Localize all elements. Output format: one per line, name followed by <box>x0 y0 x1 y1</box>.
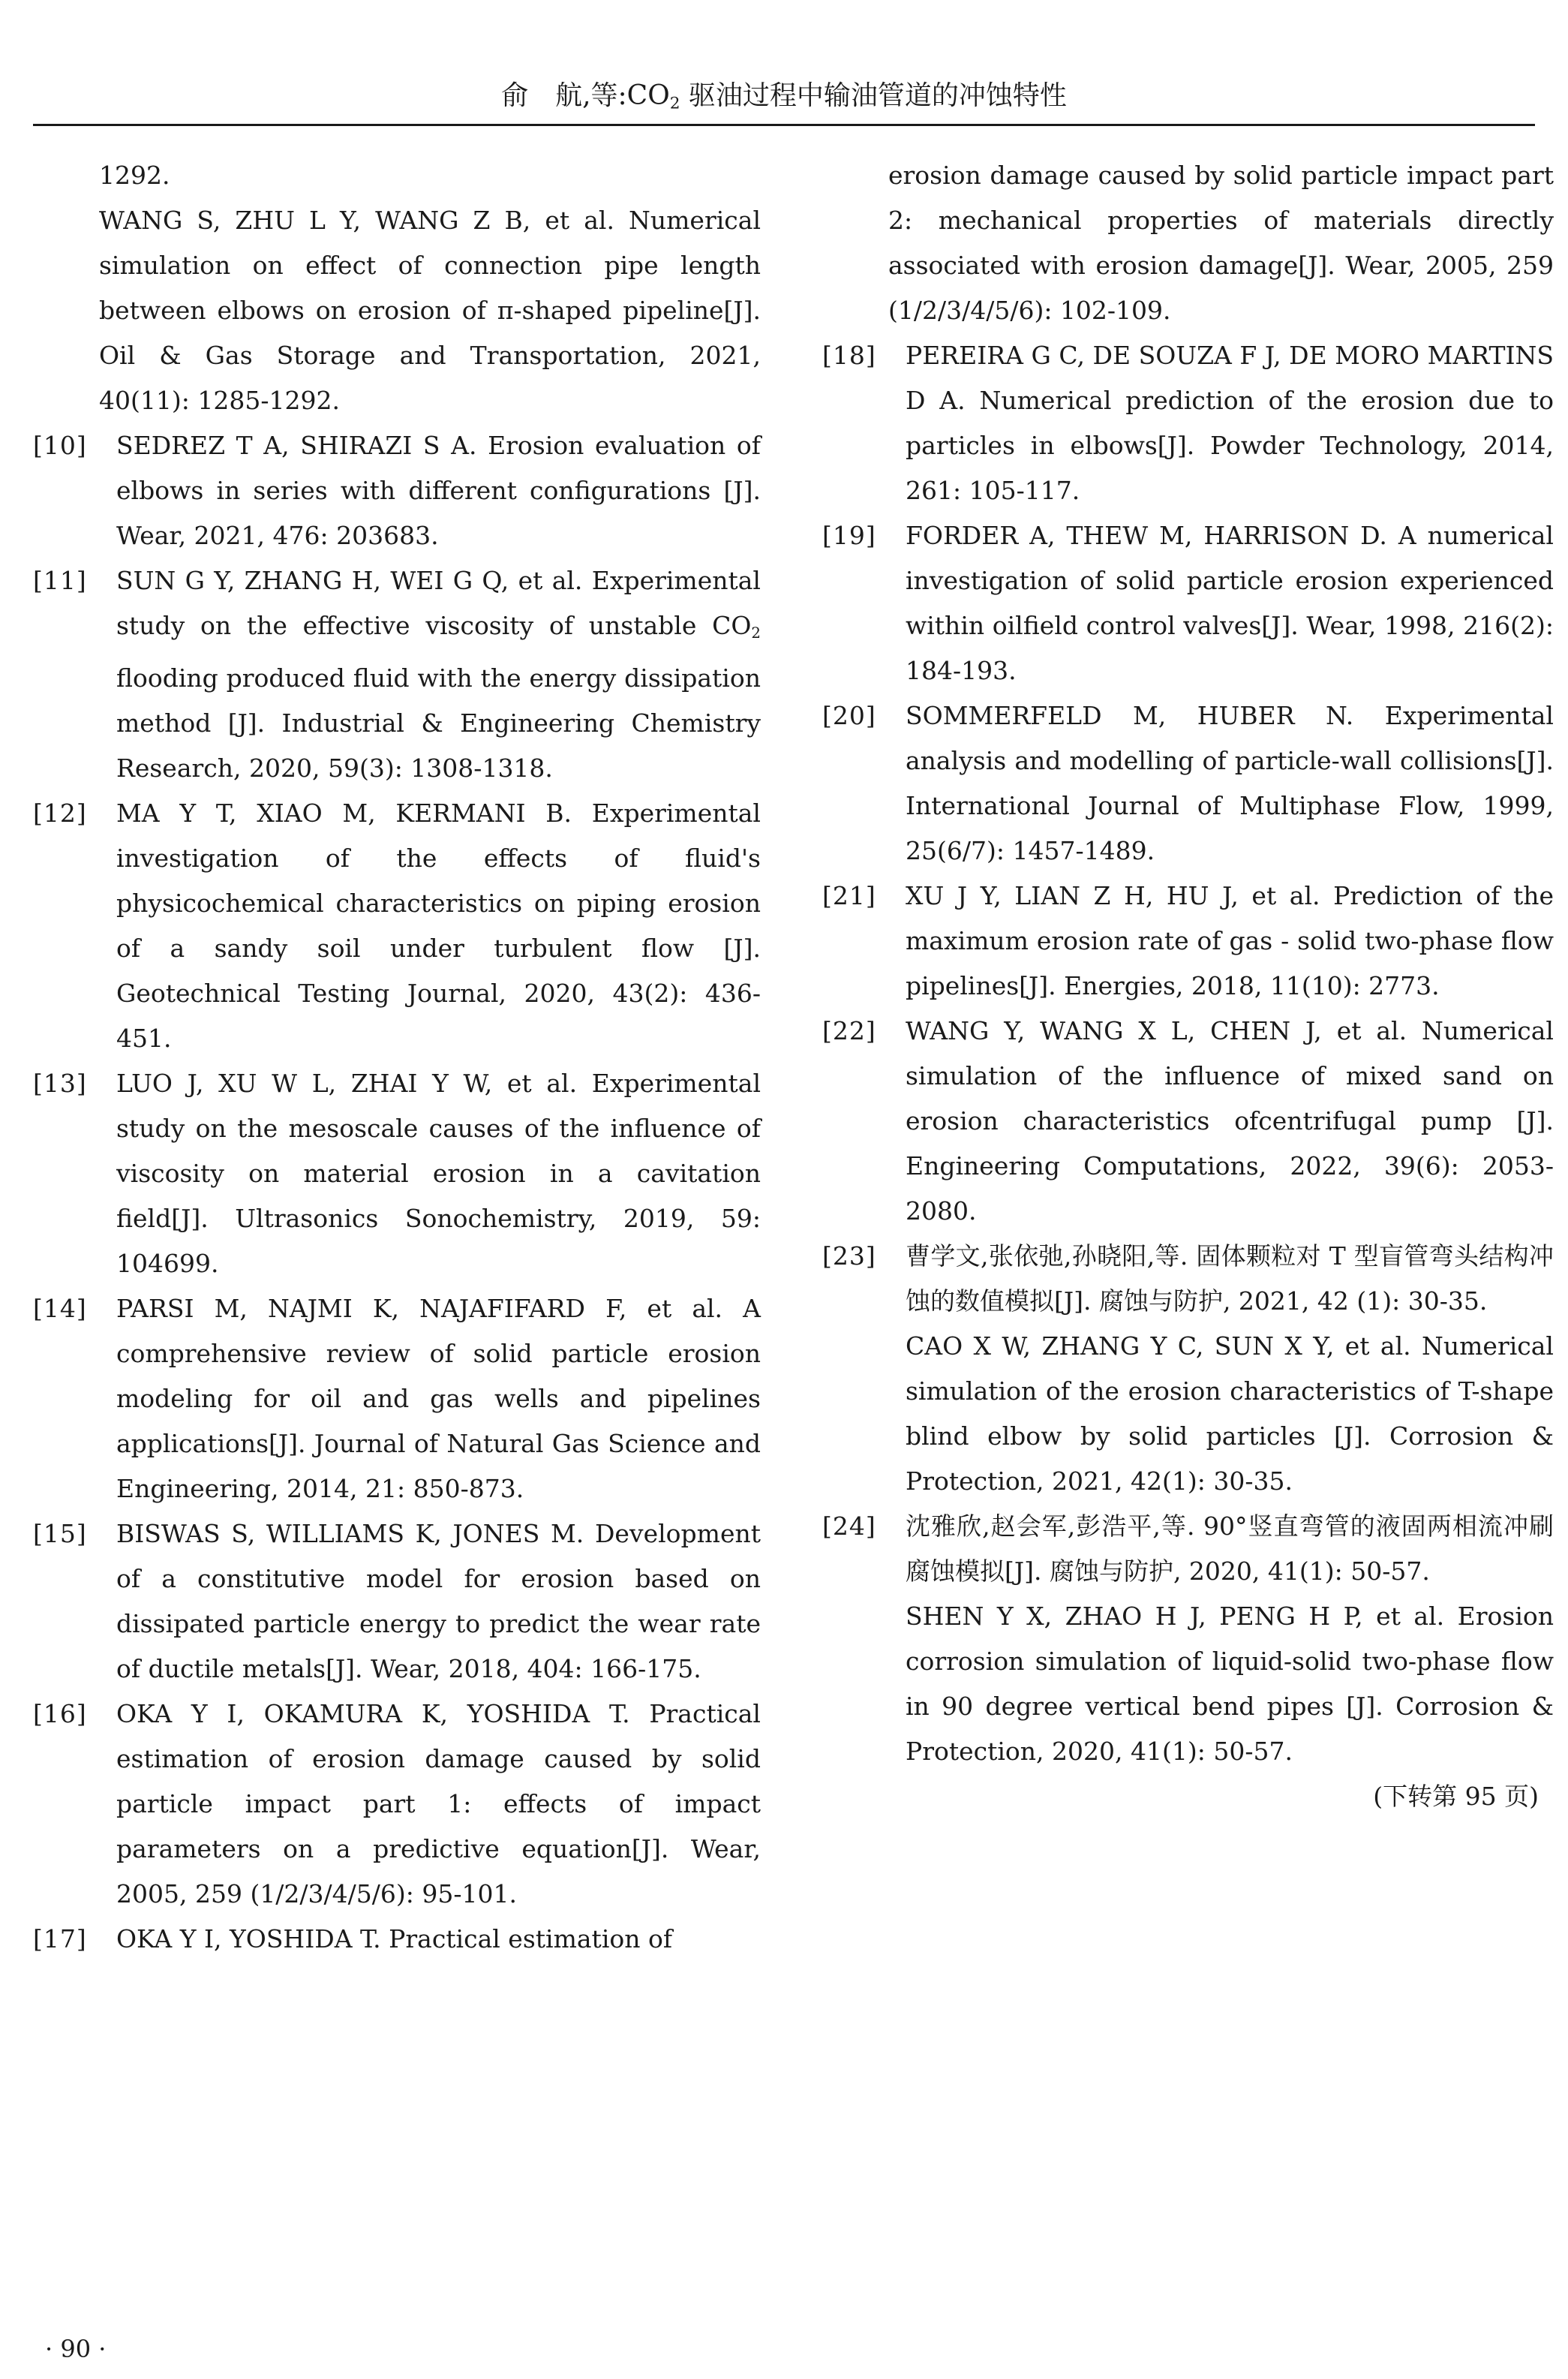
reference-21 <box>822 874 1554 1009</box>
reference-22 <box>822 1009 1554 1234</box>
reference-text: FORDER A, THEW M, HARRISON D. A numerical investigation of solid particle erosion experienced within oilfield control valves[J]. Wear, 1998, 216(2): 184-193. <box>906 521 1554 685</box>
reference-10 <box>33 423 761 558</box>
header-co2-subscript: 2 <box>669 94 680 113</box>
running-header <box>33 75 1535 129</box>
reference-text: 曹学文,张依弛,孙晓阳,等. 固体颗粒对 T 型盲管弯头结构冲蚀的数值模拟[J]. 腐蚀与防护, 2021, 42 (1): 30-35. <box>906 1241 1554 1316</box>
reference-number: [17] <box>33 1923 87 1953</box>
reference-number: [10] <box>33 431 87 460</box>
reference-text: LUO J, XU W L, ZHAI Y W, et al. Experimental study on the mesoscale causes of the influence of viscosity on material erosion in a cavitation field[J]. Ultrasonics Sonochemistry, 2019, 59: 104699. <box>116 1068 761 1278</box>
header-authors: 俞 航,等: <box>501 80 627 111</box>
reference-number: [18] <box>822 341 876 370</box>
reference-text: SOMMERFELD M, HUBER N. Experimental analysis and modelling of particle-wall collisions[J]. International Journal of Multiphase Flow, 1999, 25(6/7): 1457-1489. <box>906 701 1554 865</box>
reference-translation: SHEN Y X, ZHAO H J, PENG H P, et al. Erosion corrosion simulation of liquid-solid two-phase flow in 90 degree vertical bend pipes [J]. Corrosion & Protection, 2020, 41(1): 50-57. <box>906 1602 1554 1766</box>
continued-note: (下转第 95 页) <box>1373 1782 1539 1811</box>
reference-text: PARSI M, NAJMI K, NAJAFIFARD F, et al. A comprehensive review of solid particle erosion modeling for oil and gas wells and pipelines applications[J]. Journal of Natural Gas Science and Engineering, 2014, 21: 850-873. <box>116 1293 761 1503</box>
reference-number: [14] <box>33 1293 87 1323</box>
left-column <box>33 153 761 1962</box>
reference-number: [20] <box>822 701 876 730</box>
reference-18 <box>822 333 1554 513</box>
reference-number: [22] <box>822 1016 876 1045</box>
reference-text: OKA Y I, OKAMURA K, YOSHIDA T. Practical estimation of erosion damage caused by solid particle impact part 1: effects of impact parameters on a predictive equation[J]. Wear, 2005, 259 (1/2/3/4/5/6): 95-101. <box>116 1698 761 1908</box>
reference-number: [11] <box>33 566 87 595</box>
reference-text: XU J Y, LIAN Z H, HU J, et al. Prediction of the maximum erosion rate of gas - solid two-phase flow pipelines[J]. Energies, 2018, 11(10): 2773. <box>906 881 1554 1000</box>
reference-14 <box>33 1286 761 1511</box>
reference-9-continuation-end: 1292. <box>99 161 170 190</box>
reference-12 <box>33 791 761 1061</box>
reference-number: [24] <box>822 1511 876 1541</box>
header-title: 驱油过程中输油管道的冲蚀特性 <box>680 80 1067 111</box>
reference-number: [13] <box>33 1068 87 1098</box>
reference-number: [19] <box>822 521 876 550</box>
reference-11 <box>33 558 761 791</box>
reference-9-translation: WANG S, ZHU L Y, WANG Z B, et al. Numerical simulation on effect of connection pipe length between elbows on erosion of π-shaped pipeline[J]. Oil & Gas Storage and Transportation, 2021, 40(11): 1285-1292. <box>99 206 761 415</box>
reference-17-continuation: erosion damage caused by solid particle impact part 2: mechanical properties of materials directly associated with erosion damage[J]. Wear, 2005, 259 (1/2/3/4/5/6): 102-109. <box>888 161 1554 325</box>
reference-number: [21] <box>822 881 876 910</box>
reference-15 <box>33 1511 761 1692</box>
reference-19 <box>822 513 1554 693</box>
co2-subscript: 2 <box>751 624 761 642</box>
reference-23 <box>822 1234 1554 1504</box>
reference-text: OKA Y I, YOSHIDA T. Practical estimation of <box>116 1923 673 1953</box>
reference-number: [12] <box>33 798 87 828</box>
header-rule <box>33 124 1535 126</box>
reference-number: [16] <box>33 1698 87 1728</box>
reference-number: [23] <box>822 1241 876 1271</box>
reference-text: 沈雅欣,赵会军,彭浩平,等. 90°竖直弯管的液固两相流冲刷腐蚀模拟[J]. 腐蚀与防护, 2020, 41(1): 50-57. <box>906 1511 1554 1586</box>
page-number: · 90 · <box>45 2335 107 2363</box>
reference-text: SEDREZ T A, SHIRAZI S A. Erosion evaluation of elbows in series with different configurations [J]. Wear, 2021, 476: 203683. <box>116 431 761 550</box>
header-co2: CO <box>626 80 670 111</box>
reference-text <box>116 558 761 791</box>
reference-text-part: SUN G Y, ZHANG H, WEI G Q, et al. Experimental study on the effective viscosity of unstable CO <box>116 566 761 640</box>
reference-text: MA Y T, XIAO M, KERMANI B. Experimental investigation of the effects of fluid's physicochemical characteristics on piping erosion of a sandy soil under turbulent flow [J]. Geotechnical Testing Journal, 2020, 43(2): 436-451. <box>116 798 761 1053</box>
reference-text-part: flooding produced fluid with the energy dissipation method [J]. Industrial & Engineering Chemistry Research, 2020, 59(3): 1308-1318. <box>116 663 761 783</box>
reference-13 <box>33 1061 761 1286</box>
reference-16 <box>33 1692 761 1917</box>
reference-17 <box>33 1917 761 1962</box>
reference-24 <box>822 1504 1554 1774</box>
reference-text: BISWAS S, WILLIAMS K, JONES M. Development of a constitutive model for erosion based on dissipated particle energy to predict the wear rate of ductile metals[J]. Wear, 2018, 404: 166-175. <box>116 1518 761 1683</box>
reference-text: PEREIRA G C, DE SOUZA F J, DE MORO MARTINS D A. Numerical prediction of the erosion due to particles in elbows[J]. Powder Technology, 2014, 261: 105-117. <box>906 341 1554 505</box>
reference-number: [15] <box>33 1518 87 1548</box>
reference-translation: CAO X W, ZHANG Y C, SUN X Y, et al. Numerical simulation of the erosion characteristics of T-shape blind elbow by solid particles [J]. Corrosion & Protection, 2021, 42(1): 30-35. <box>906 1331 1554 1496</box>
reference-text: WANG Y, WANG X L, CHEN J, et al. Numerical simulation of the influence of mixed sand on erosion characteristics ofcentrifugal pump [J]. Engineering Computations, 2022, 39(6): 2053-2080. <box>906 1016 1554 1226</box>
right-column <box>822 153 1554 1819</box>
reference-20 <box>822 693 1554 874</box>
